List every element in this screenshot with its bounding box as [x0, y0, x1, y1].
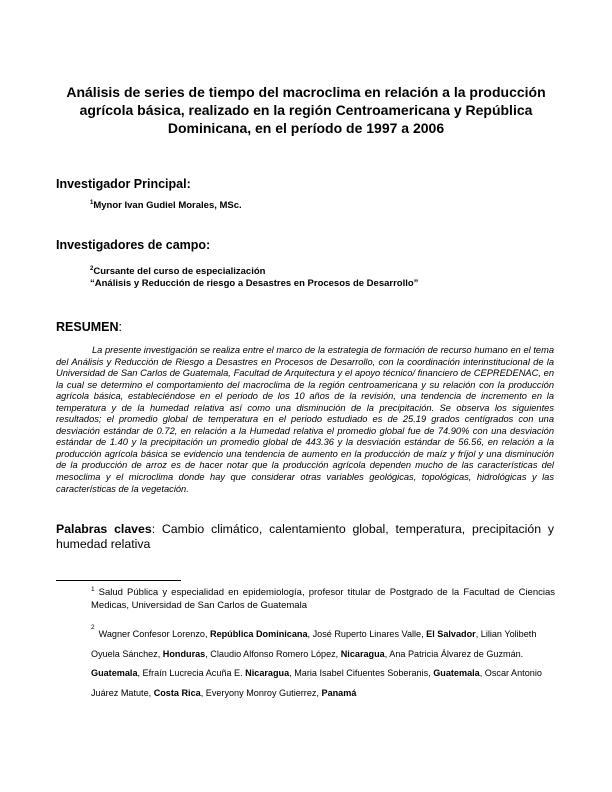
- footnote-1-text: Salud Pública y especialidad en epidemiología, profesor titular de Postgrado de la Facultad de Ciencias Medicas, Universidad de San Carlos de Guatemala: [91, 587, 555, 611]
- researcher-names: , Lilian Yolibeth Oyuela Sánchez,: [91, 629, 537, 659]
- principal-heading: Investigador Principal:: [56, 177, 191, 191]
- campo-line-1: [90, 266, 265, 277]
- footnote-1: [91, 587, 555, 612]
- researcher-names: , José Ruperto Linares Valle,: [307, 629, 427, 639]
- resumen-heading: [56, 320, 122, 334]
- researcher-names: , Efraín Lucrecia Acuña E.: [137, 668, 246, 678]
- abstract-text: La presente investigación se realiza entre el marco de la estrategia de formación de recurso humano en el tema del Análisis y Reducción de Riesgo a Desastres en Procesos de Desarrollo, con la coordinación interinstitucional de la Universidad de San Carlos de Guatemala, Facultad de Arquitectura y el apoyo técnico/ financiero de CEPREDENAC, en la cual se determino el comportamiento del macroclima de la región centroamericana y su relación con la producción agrícola básica, estableciéndose en el periodo de los 10 años de la revisión, una tendencia de incremento en la temperatura y de la humedad relativa así como una disminución de la precipitación. Se observa los siguientes resultados; el promedio global de temperatura en el periodo estudiado es de 25.19 grados centígrados con una desviación estándar de 0.72, en relación a la Humedad relativa el promedio global fue de 74.90% con una desviación estándar de 1.40 y la precipitación un promedio global de 443.36 y la desviación estándar de 56.56, en relación a la producción agrícola básica se evidencio una tendencia de aumento en la producción de maíz y fríjol y una disminución de la producción de arroz es de hacer notar que la producción agrícola dependen mucho de las características del mesoclima y el microclima donde hay que considerar otras variables geológicas, topológicas, hidrológicas y las características de la vegetación.: [56, 345, 554, 494]
- campo-course: Cursante del curso de especialización: [93, 266, 266, 277]
- principal-name: Mynor Ivan Gudiel Morales, MSc.: [93, 200, 242, 211]
- footnote-marker: 1: [90, 200, 94, 206]
- researcher-names: , Oscar Antonio Juárez Matute,: [91, 668, 542, 698]
- researcher-names: , Ana Patricia Álvarez de Guzmán.: [384, 648, 524, 659]
- country-name: República Dominicana: [210, 629, 308, 639]
- country-name: Costa Rica: [153, 687, 201, 698]
- keywords: [56, 522, 554, 552]
- country-name: Panamá: [321, 687, 357, 698]
- country-name: Guatemala: [91, 668, 138, 678]
- keywords-label: Palabras claves: [56, 522, 152, 536]
- country-name: Nicaragua: [245, 668, 290, 678]
- country-name: Nicaragua: [340, 648, 385, 659]
- researcher-names: , Claudio Alfonso Romero López,: [205, 648, 341, 659]
- footnote-marker: 1: [91, 586, 95, 593]
- paper-title: [56, 83, 556, 137]
- country-name: Guatemala: [433, 668, 480, 678]
- country-name: El Salvador: [426, 629, 476, 639]
- researcher-names: , Maria Isabel Cifuentes Soberanis,: [289, 668, 434, 678]
- principal-investigator: [90, 200, 242, 211]
- title-line: agrícola básica, realizado en la región Centroamericana y República: [79, 102, 533, 118]
- researcher-names: , Everyony Monroy Gutierrez,: [200, 687, 322, 698]
- footnote-marker: 2: [90, 266, 94, 272]
- country-name: Honduras: [162, 648, 206, 659]
- footnote-divider: [56, 580, 181, 581]
- resumen-label: RESUMEN: [56, 320, 119, 334]
- footnote-marker: 2: [91, 624, 95, 631]
- campo-heading: Investigadores de campo:: [56, 238, 211, 252]
- keywords-text: : Cambio climático, calentamiento global, temperatura, precipitación y humedad relativa: [56, 522, 554, 551]
- footnote-2: [91, 625, 555, 703]
- footnote-2-text: [91, 629, 542, 698]
- researcher-names: Wagner Confesor Lorenzo,: [98, 629, 210, 639]
- campo-line-2: “Análisis y Reducción de riesgo a Desastres en Procesos de Desarrollo”: [90, 278, 419, 289]
- title-line: Análisis de series de tiempo del macroclima en relación a la producción: [66, 84, 546, 100]
- resumen-colon: :: [118, 320, 122, 334]
- title-line: Dominicana, en el período de 1997 a 2006: [167, 120, 445, 136]
